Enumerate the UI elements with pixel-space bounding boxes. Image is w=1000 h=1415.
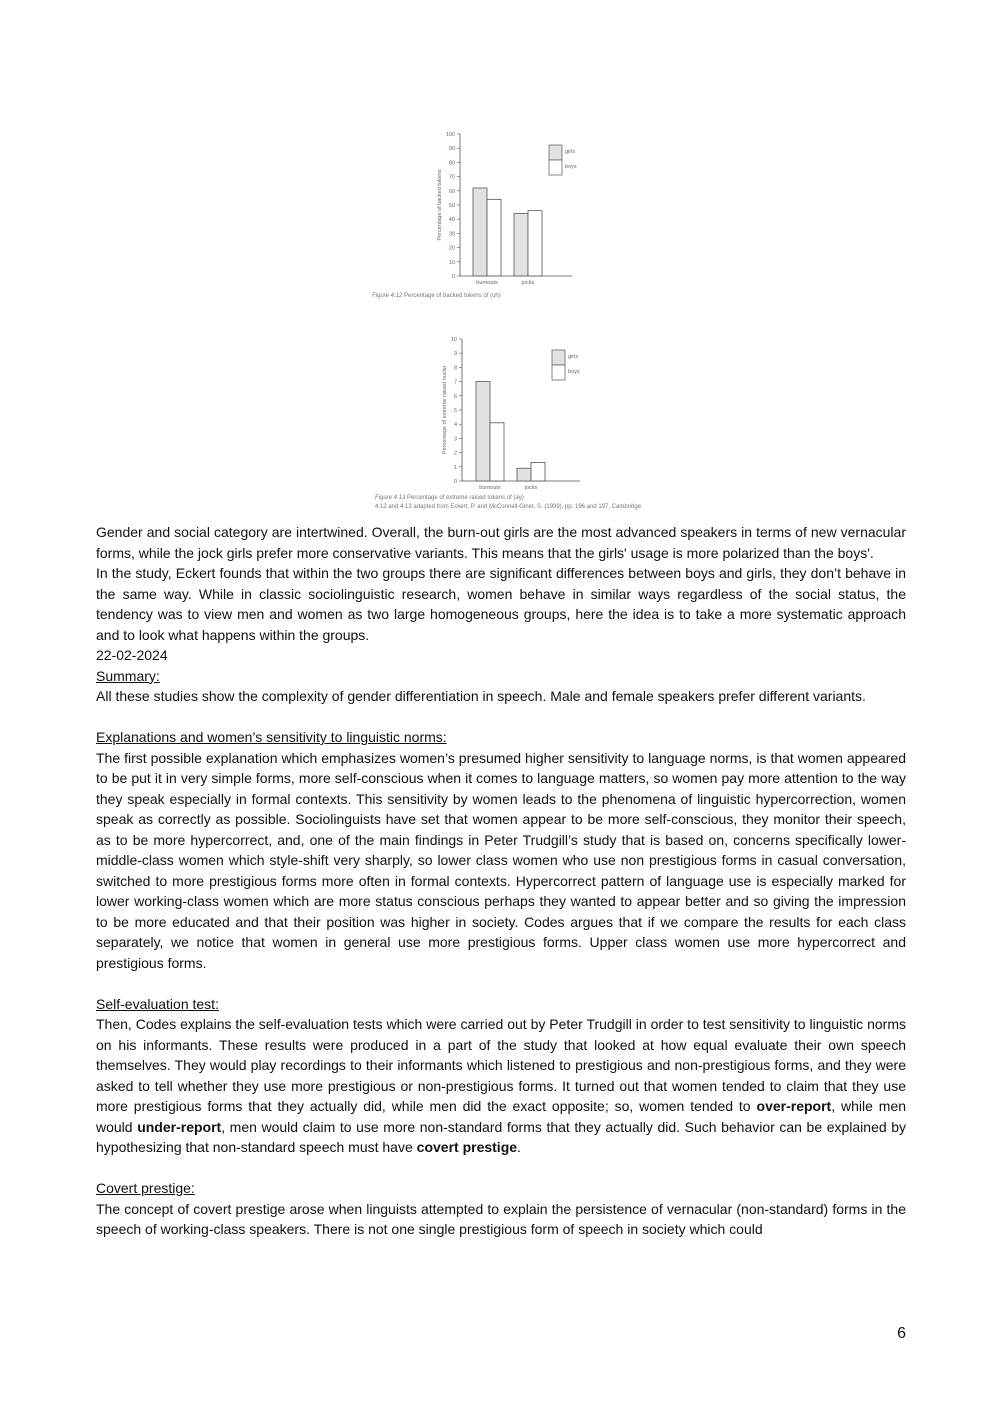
y-tick-label: 90 xyxy=(448,146,455,153)
x-tick-label: jocks xyxy=(524,485,538,491)
legend-swatch-girls xyxy=(552,350,565,365)
summary-heading: Summary: xyxy=(96,667,160,684)
y-tick-label: 80 xyxy=(448,160,455,167)
y-tick-label: 7 xyxy=(453,379,457,386)
y-tick-label: 100 xyxy=(445,132,455,138)
term-over-report: over-report xyxy=(756,1098,832,1114)
y-tick-label: 40 xyxy=(448,217,455,224)
y-tick-label: 60 xyxy=(448,188,455,195)
legend-label-boys: boys xyxy=(565,164,577,170)
term-covert-prestige: covert prestige xyxy=(416,1139,518,1155)
y-tick-label: 8 xyxy=(453,365,457,372)
bar-boys-jocks xyxy=(531,463,545,481)
y-tick-label: 30 xyxy=(448,231,455,238)
x-tick-label: jocks xyxy=(521,280,535,286)
y-tick-label: 50 xyxy=(448,203,455,209)
y-tick-label: 1 xyxy=(453,464,457,471)
y-tick-label: 0 xyxy=(451,274,455,280)
y-tick-label: 20 xyxy=(448,245,455,252)
y-tick-label: 9 xyxy=(453,351,457,358)
bar-girls-jocks xyxy=(517,468,531,481)
bar-boys-burnouts xyxy=(490,423,504,481)
x-tick-label: burnouts xyxy=(479,485,501,491)
figure-source-note: 4.12 and 4.13 adapted from Eckert, P. and McConnell-Ginet, S. (1999), pp. 196 and 197, Cambridge xyxy=(375,504,642,510)
date: 22-02-2024 xyxy=(96,647,168,663)
legend-label-girls: girls xyxy=(565,149,576,155)
explanations-heading: Explanations and women’s sensitivity to linguistic norms: xyxy=(96,729,447,745)
y-tick-label: 2 xyxy=(453,450,457,457)
x-tick-label: burnouts xyxy=(476,280,498,286)
y-tick-label: 5 xyxy=(453,408,457,414)
summary-text: All these studies show the complexity of gender differentiation in speech. Male and female speakers prefer different variants. xyxy=(96,688,866,704)
y-tick-label: 10 xyxy=(450,337,457,343)
legend-label-boys: boys xyxy=(568,369,580,375)
y-axis-label: Percentage of extreme raised nuclei xyxy=(442,365,448,455)
legend-label-girls: girls xyxy=(568,354,579,360)
y-tick-label: 0 xyxy=(453,479,457,485)
bar-chart-raised-tokens xyxy=(0,0,1000,520)
self-evaluation-text: Then, Codes explains the self-evaluation tests which were carried out by Peter Trudgill in order to test sensitivity to linguistic norms on his informants. These results were produced in a part of the study that looked at how equal evaluate their own speech themselves. They would play recordings to their informants which listened to prestigious and non-prestigious forms, and they were asked to tell whether they use more prestigious or non-prestigious forms. It turned out that women tended to claim that they use more prestigious forms that they actually did, while men did the exact opposite; so, women tended to over-report, while men would under-report, men would claim to use more non-standard forms that they actually did. Such behavior can be explained by hypothesizing that non-standard speech must have covert prestige. xyxy=(96,1016,907,1155)
self-evaluation-heading: Self-evaluation test: xyxy=(96,995,219,1012)
paragraph-gender-social-category: Gender and social category are intertwined. Overall, the burn-out girls are the most advanced speakers in terms of new vernacular forms, while the jock girls prefer more conservative variants. This means that the girls' usage is more polarized than the boys'. xyxy=(96,524,906,561)
covert-prestige-heading: Covert prestige: xyxy=(96,1180,195,1196)
legend-swatch-boys xyxy=(552,365,565,380)
figure-caption: Figure 4.12 Percentage of backed tokens of (uh) xyxy=(372,293,501,299)
page-number: 6 xyxy=(897,1325,906,1342)
figure-caption: Figure 4.13 Percentage of extreme raised tokens of (ay) xyxy=(375,495,524,501)
y-tick-label: 70 xyxy=(448,174,455,181)
figure-4-13 xyxy=(0,0,1000,520)
y-tick-label: 6 xyxy=(453,393,457,400)
bar-girls-burnouts xyxy=(476,382,490,481)
term-under-report: under-report xyxy=(137,1118,222,1135)
body-text xyxy=(96,522,906,1240)
y-tick-label: 3 xyxy=(453,436,457,443)
explanations-text: The first possible explanation which emphasizes women’s presumed higher sensitivity to language norms, is that women appeared to be put it in very simple forms, more self-conscious when it comes to language matters, so women pay more attention to the way they speak especially in formal contexts. This sensitivity by women leads to the phenomena of linguistic hypercorrection, women speak as correctly as possible. Sociolinguists have set that women appear to be more self-conscious, they monitor their speech, as to be more hypercorrect, and, one of the main findings in Peter Trudgill’s study that is based on, concerns specifically lower-middle-class women which style-shift very sharply, so lower class women who use non prestigious forms in casual conversation, switched to more prestigious forms more often in formal contexts. Hypercorrect pattern of language use is especially marked for lower working-class women which are more status conscious perhaps they wanted to appear better and so giving the impression to be more educated and that their position was higher in society. Codes argues that if we compare the results for each class separately, we notice that women in general use more prestigious forms. Upper class women use more hypercorrect and prestigious forms. xyxy=(96,749,906,971)
y-tick-label: 10 xyxy=(448,259,455,266)
paragraph-eckert-study: In the study, Eckert founds that within the two groups there are significant differences between boys and girls, they don’t behave in the same way. While in classic sociolinguistic research, women behave in similar ways regardless of the social status, the tendency was to view men and women as two large homogeneous groups, here the idea is to take a more systematic approach and to look what happens within the groups. xyxy=(96,565,906,643)
y-tick-label: 4 xyxy=(453,422,457,429)
covert-prestige-text: The concept of covert prestige arose when linguists attempted to explain the persistence of vernacular (non-standard) forms in the speech of working-class speakers. There is not one single prestigious form of speech in society which could xyxy=(96,1200,906,1237)
y-axis-label: Percentage of backed tokens xyxy=(437,169,443,241)
